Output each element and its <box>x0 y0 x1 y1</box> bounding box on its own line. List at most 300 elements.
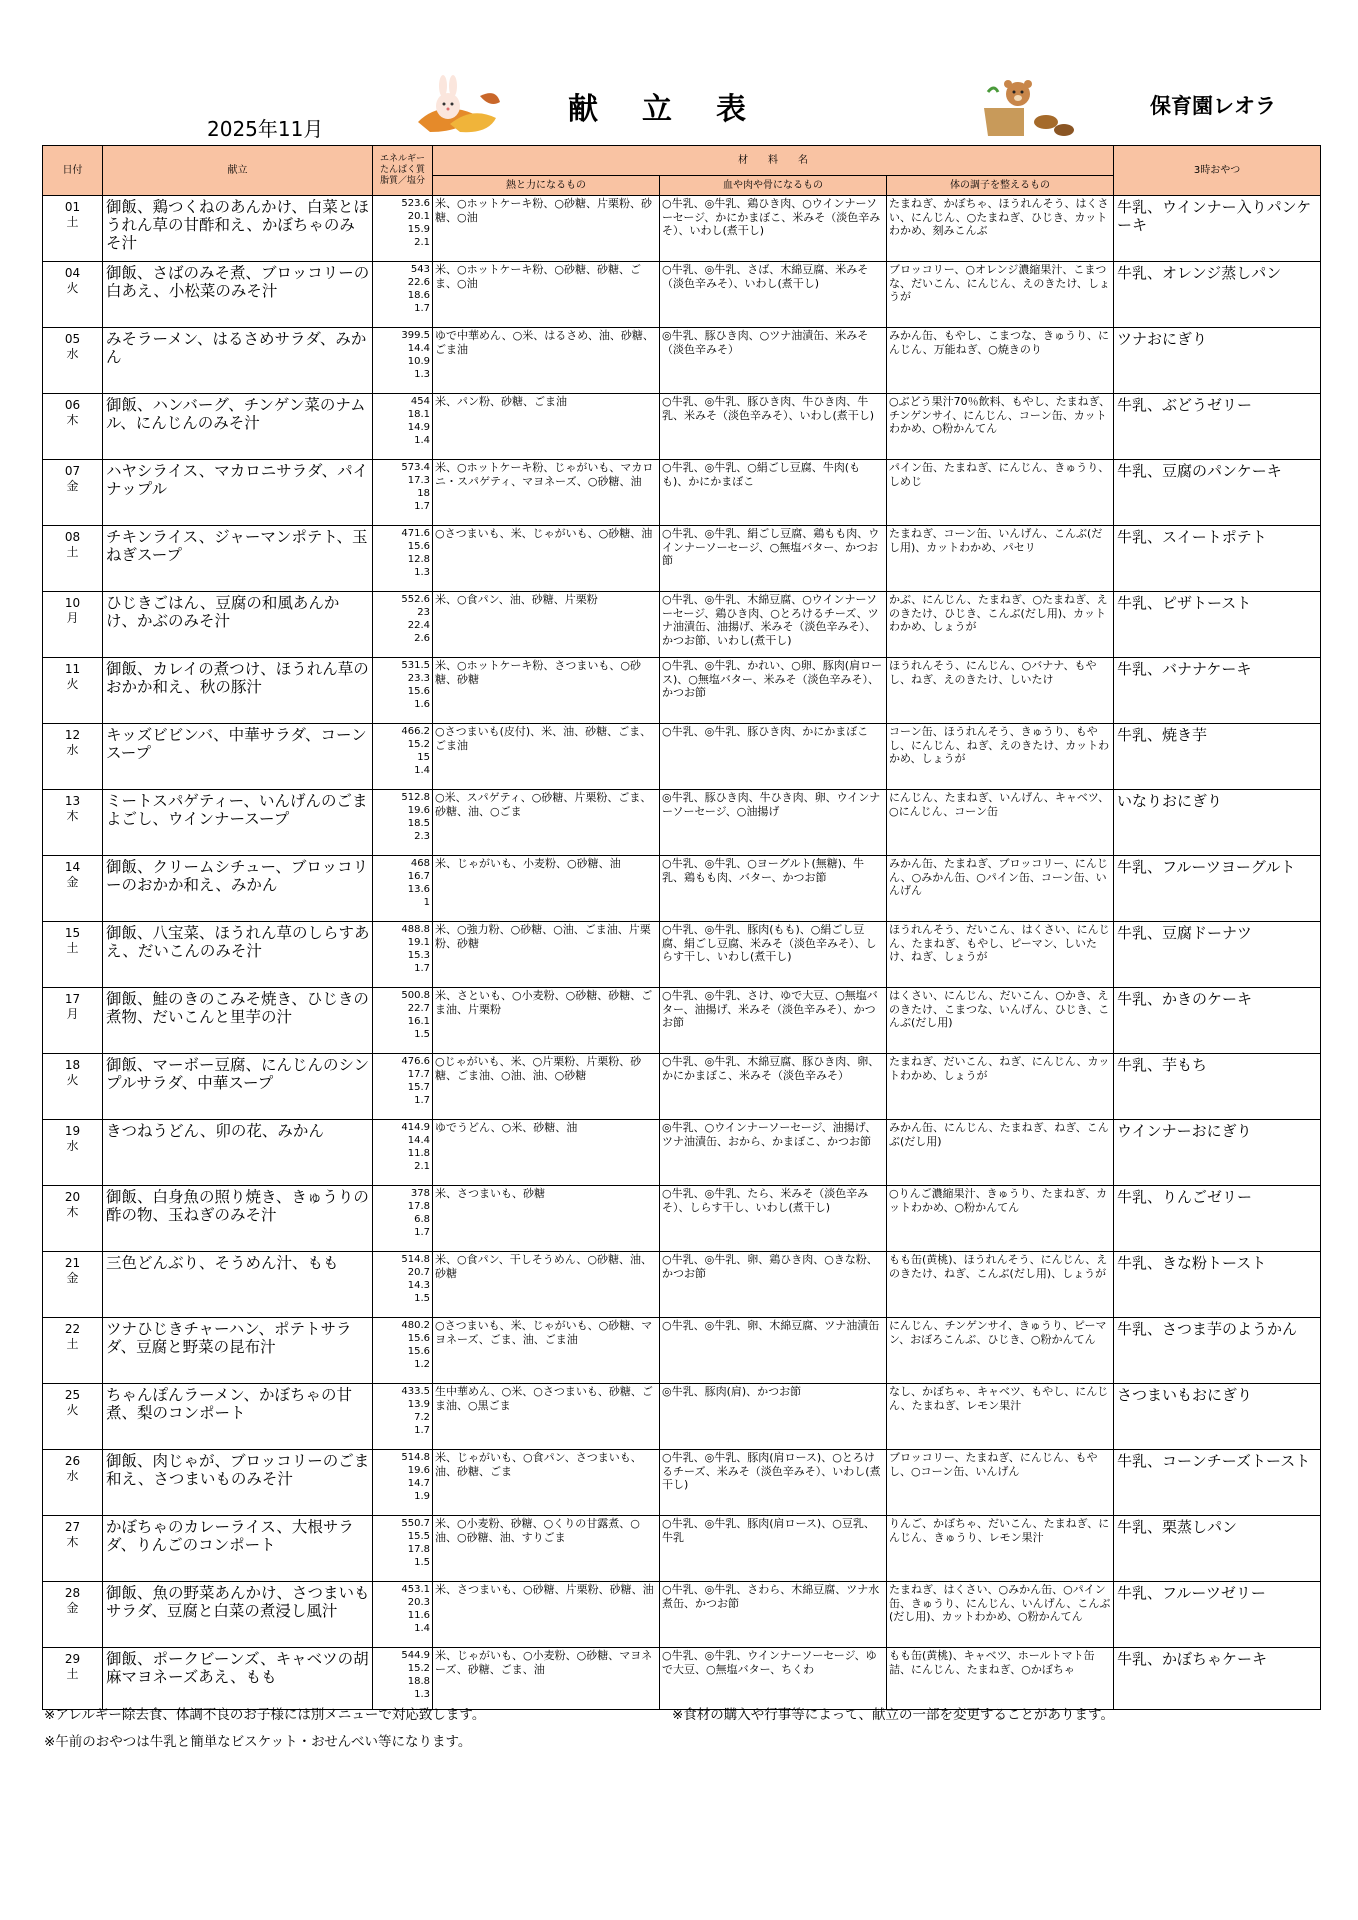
dish-cell: きつねうどん、卯の花、みかん <box>103 1120 373 1186</box>
energy-food-cell: ○さつまいも(皮付)、米、油、砂糖、ごま、ごま油 <box>433 724 660 790</box>
salt-value: 1.7 <box>414 1095 430 1106</box>
body-food-cell: ◎牛乳、豚ひき肉、牛ひき肉、卵、ウインナーソーセージ、○油揚げ <box>660 790 887 856</box>
salt-value: 2.3 <box>414 831 430 842</box>
salt-value: 2.1 <box>414 237 430 248</box>
day-cell <box>43 988 103 1054</box>
salt-value: 1.7 <box>414 1425 430 1436</box>
nutrition-cell <box>373 262 433 328</box>
day-number: 19 <box>64 1124 81 1138</box>
day-number: 29 <box>64 1652 81 1666</box>
snack-cell: 牛乳、かぼちゃケーキ <box>1114 1648 1321 1710</box>
weekday: 金 <box>66 1601 79 1615</box>
day-cell <box>43 460 103 526</box>
weekday: 土 <box>66 1337 79 1351</box>
fat-value: 22.4 <box>407 620 430 631</box>
day-number: 12 <box>64 728 81 742</box>
dish-cell: チキンライス、ジャーマンポテト、玉ねぎスープ <box>103 526 373 592</box>
day-cell <box>43 1582 103 1648</box>
protein-value: 19.6 <box>407 805 430 816</box>
fat-value: 12.8 <box>407 554 430 565</box>
fat-value: 17.8 <box>407 1544 430 1555</box>
salt-value: 1.6 <box>414 699 430 710</box>
day-number: 13 <box>64 794 81 808</box>
snack-cell: 牛乳、焼き芋 <box>1114 724 1321 790</box>
nutrition-cell <box>373 724 433 790</box>
weekday: 火 <box>66 1403 79 1417</box>
protein-value: 17.8 <box>407 1201 430 1212</box>
weekday: 木 <box>66 413 79 427</box>
protein-value: 15.6 <box>407 541 430 552</box>
day-number: 04 <box>64 266 81 280</box>
body-food-cell: ○牛乳、◎牛乳、豚ひき肉、かにかまぼこ <box>660 724 887 790</box>
nutrition-cell <box>373 988 433 1054</box>
weekday: 木 <box>66 1535 79 1549</box>
condition-food-cell: ブロッコリー、たまねぎ、にんじん、もやし、○コーン缶、いんげん <box>887 1450 1114 1516</box>
fat-value: 7.2 <box>414 1412 430 1423</box>
protein-value: 16.7 <box>407 871 430 882</box>
protein-value: 20.1 <box>407 211 430 222</box>
body-food-cell: ○牛乳、◎牛乳、さけ、ゆで大豆、○無塩バター、油揚げ、米みそ（淡色辛みそ）、かつお節 <box>660 988 887 1054</box>
energy-value: 523.6 <box>401 198 430 209</box>
energy-food-cell: ゆで中華めん、○米、はるさめ、油、砂糖、ごま油 <box>433 328 660 394</box>
day-number: 28 <box>64 1586 81 1600</box>
energy-food-cell: 米、さといも、○小麦粉、○砂糖、砂糖、ごま油、片栗粉 <box>433 988 660 1054</box>
nutrition-cell <box>373 1450 433 1516</box>
condition-food-cell: はくさい、にんじん、だいこん、○かき、えのきたけ、こまつな、いんげん、ひじき、こんぶ(だし用) <box>887 988 1114 1054</box>
energy-value: 550.7 <box>401 1518 430 1529</box>
dish-cell: ひじきごはん、豆腐の和風あんかけ、かぶのみそ汁 <box>103 592 373 658</box>
salt-value: 1.7 <box>414 1227 430 1238</box>
fat-value: 11.6 <box>407 1610 430 1621</box>
note-morning-snack: ※午前のおやつは牛乳と簡単なビスケット・おせんべい等になります。 <box>44 1734 472 1750</box>
energy-food-cell: 米、○ホットケーキ粉、さつまいも、○砂糖、砂糖 <box>433 658 660 724</box>
menu-rows <box>43 196 1321 1710</box>
header-day: 日付 <box>43 146 103 196</box>
day-cell <box>43 526 103 592</box>
weekday: 火 <box>66 1073 79 1087</box>
snack-cell: 牛乳、コーンチーズトースト <box>1114 1450 1321 1516</box>
body-food-cell: ◎牛乳、○ウインナーソーセージ、油揚げ、ツナ油漬缶、おから、かまぼこ、かつお節 <box>660 1120 887 1186</box>
snack-cell: 牛乳、ピザトースト <box>1114 592 1321 658</box>
energy-food-cell: 米、○ホットケーキ粉、○砂糖、片栗粉、砂糖、○油 <box>433 196 660 262</box>
protein-value: 14.4 <box>407 343 430 354</box>
energy-value: 514.8 <box>401 1452 430 1463</box>
energy-food-cell: 米、じゃがいも、○小麦粉、○砂糖、マヨネーズ、砂糖、ごま、油 <box>433 1648 660 1710</box>
energy-food-cell: ゆでうどん、○米、砂糖、油 <box>433 1120 660 1186</box>
protein-value: 15.2 <box>407 739 430 750</box>
dish-cell: 御飯、さばのみそ煮、ブロッコリーの白あえ、小松菜のみそ汁 <box>103 262 373 328</box>
day-number: 15 <box>64 926 81 940</box>
snack-cell: 牛乳、豆腐のパンケーキ <box>1114 460 1321 526</box>
menu-row <box>43 1450 1321 1516</box>
body-food-cell: ○牛乳、◎牛乳、かれい、○卵、豚肉(肩ロース)、○無塩バター、米みそ（淡色辛みそ）、かつお節 <box>660 658 887 724</box>
dish-cell: 三色どんぶり、そうめん汁、もも <box>103 1252 373 1318</box>
day-number: 17 <box>64 992 81 1006</box>
day-number: 20 <box>64 1190 81 1204</box>
fat-value: 15.9 <box>407 224 430 235</box>
snack-cell: 牛乳、スイートポテト <box>1114 526 1321 592</box>
nutrition-cell <box>373 1516 433 1582</box>
fat-value: 15.7 <box>407 1082 430 1093</box>
day-cell <box>43 196 103 262</box>
weekday: 金 <box>66 1271 79 1285</box>
nutrition-cell <box>373 592 433 658</box>
dish-cell: 御飯、魚の野菜あんかけ、さつまいもサラダ、豆腐と白菜の煮浸し風汁 <box>103 1582 373 1648</box>
energy-value: 500.8 <box>401 990 430 1001</box>
energy-food-cell: ○じゃがいも、米、○片栗粉、片栗粉、砂糖、ごま油、○油、油、○砂糖 <box>433 1054 660 1120</box>
body-food-cell: ○牛乳、◎牛乳、豚肉(肩ロース)、○豆乳、牛乳 <box>660 1516 887 1582</box>
fat-value: 18.5 <box>407 818 430 829</box>
nutrition-cell <box>373 856 433 922</box>
energy-value: 552.6 <box>401 594 430 605</box>
snack-cell: 牛乳、フルーツヨーグルト <box>1114 856 1321 922</box>
body-food-cell: ◎牛乳、豚ひき肉、○ツナ油漬缶、米みそ（淡色辛みそ） <box>660 328 887 394</box>
snack-cell: 牛乳、りんごゼリー <box>1114 1186 1321 1252</box>
body-food-cell: ○牛乳、◎牛乳、豚肉(肩ロース)、○とろけるチーズ、米みそ（淡色辛みそ）、いわし(煮干し) <box>660 1450 887 1516</box>
nutrition-cell <box>373 526 433 592</box>
condition-food-cell: ほうれんそう、だいこん、はくさい、にんじん、たまねぎ、もやし、ピーマン、しいたけ、ねぎ、しょうが <box>887 922 1114 988</box>
condition-food-cell: みかん缶、もやし、こまつな、きゅうり、にんじん、万能ねぎ、○焼きのり <box>887 328 1114 394</box>
energy-food-cell: 米、さつまいも、砂糖 <box>433 1186 660 1252</box>
menu-row <box>43 328 1321 394</box>
page-title: 献立表 <box>568 92 790 127</box>
salt-value: 1.4 <box>414 1623 430 1634</box>
energy-value: 514.8 <box>401 1254 430 1265</box>
energy-value: 573.4 <box>401 462 430 473</box>
energy-food-cell: 米、○食パン、干しそうめん、○砂糖、油、砂糖 <box>433 1252 660 1318</box>
weekday: 金 <box>66 479 79 493</box>
energy-value: 488.8 <box>401 924 430 935</box>
snack-cell: 牛乳、さつま芋のようかん <box>1114 1318 1321 1384</box>
snack-cell: いなりおにぎり <box>1114 790 1321 856</box>
day-cell <box>43 262 103 328</box>
menu-row <box>43 1186 1321 1252</box>
salt-value: 1.3 <box>414 1689 430 1700</box>
menu-row <box>43 1318 1321 1384</box>
nutrition-cell <box>373 1384 433 1450</box>
dish-cell: みそラーメン、はるさめサラダ、みかん <box>103 328 373 394</box>
header-condition-food: 体の調子を整えるもの <box>887 176 1114 196</box>
condition-food-cell: もも缶(黄桃)、ほうれんそう、にんじん、えのきたけ、ねぎ、こんぶ(だし用)、しょうが <box>887 1252 1114 1318</box>
protein-value: 17.7 <box>407 1069 430 1080</box>
day-number: 06 <box>64 398 81 412</box>
condition-food-cell: たまねぎ、かぼちゃ、ほうれんそう、はくさい、にんじん、○たまねぎ、ひじき、カットわかめ、刻みこんぶ <box>887 196 1114 262</box>
dish-cell: 御飯、カレイの煮つけ、ほうれん草のおかか和え、秋の豚汁 <box>103 658 373 724</box>
nutrition-cell <box>373 1582 433 1648</box>
protein-value: 13.9 <box>407 1399 430 1410</box>
day-cell <box>43 1252 103 1318</box>
fat-value: 18.8 <box>407 1676 430 1687</box>
day-cell <box>43 922 103 988</box>
energy-value: 544.9 <box>401 1650 430 1661</box>
school-name: 保育園レオラ <box>1150 94 1276 118</box>
snack-cell: 牛乳、フルーツゼリー <box>1114 1582 1321 1648</box>
condition-food-cell: パイン缶、たまねぎ、にんじん、きゅうり、しめじ <box>887 460 1114 526</box>
header-fat-salt: 脂質／塩分 <box>379 176 425 186</box>
header-energy-food: 熱と力になるもの <box>433 176 660 196</box>
protein-value: 18.1 <box>407 409 430 420</box>
fat-value: 13.6 <box>407 884 430 895</box>
body-food-cell: ○牛乳、◎牛乳、卵、木綿豆腐、ツナ油漬缶 <box>660 1318 887 1384</box>
condition-food-cell: ブロッコリー、○オレンジ濃縮果汁、こまつな、だいこん、にんじん、えのきたけ、しょうが <box>887 262 1114 328</box>
weekday: 土 <box>66 215 79 229</box>
energy-food-cell: 米、○ホットケーキ粉、じゃがいも、マカロニ・スパゲティ、マヨネーズ、○砂糖、油 <box>433 460 660 526</box>
header-snack: 3時おやつ <box>1114 146 1321 196</box>
menu-row <box>43 1648 1321 1710</box>
dish-cell: 御飯、鮭のきのこみそ焼き、ひじきの煮物、だいこんと里芋の汁 <box>103 988 373 1054</box>
day-number: 22 <box>64 1322 81 1336</box>
weekday: 木 <box>66 809 79 823</box>
snack-cell: ツナおにぎり <box>1114 328 1321 394</box>
nutrition-cell <box>373 460 433 526</box>
header-nutrition <box>373 146 433 196</box>
protein-value: 15.2 <box>407 1663 430 1674</box>
day-cell <box>43 658 103 724</box>
weekday: 火 <box>66 677 79 691</box>
menu-row <box>43 724 1321 790</box>
nutrition-cell <box>373 922 433 988</box>
body-food-cell: ○牛乳、◎牛乳、絹ごし豆腐、鶏もも肉、ウインナーソーセージ、○無塩バター、かつお節 <box>660 526 887 592</box>
salt-value: 1.5 <box>414 1557 430 1568</box>
menu-row <box>43 1384 1321 1450</box>
condition-food-cell: もも缶(黄桃)、キャベツ、ホールトマト缶詰、にんじん、たまねぎ、○かぼちゃ <box>887 1648 1114 1710</box>
body-food-cell: ○牛乳、◎牛乳、鶏ひき肉、○ウインナーソーセージ、かにかまぼこ、米みそ（淡色辛みそ）、いわし(煮干し) <box>660 196 887 262</box>
snack-cell: 牛乳、オレンジ蒸しパン <box>1114 262 1321 328</box>
dish-cell: キッズビビンバ、中華サラダ、コーンスープ <box>103 724 373 790</box>
body-food-cell: ○牛乳、◎牛乳、卵、鶏ひき肉、○きな粉、かつお節 <box>660 1252 887 1318</box>
fat-value: 14.7 <box>407 1478 430 1489</box>
fat-value: 10.9 <box>407 356 430 367</box>
fat-value: 11.8 <box>407 1148 430 1159</box>
fat-value: 6.8 <box>414 1214 430 1225</box>
fat-value: 18.6 <box>407 290 430 301</box>
day-number: 05 <box>64 332 81 346</box>
day-number: 14 <box>64 860 81 874</box>
day-cell <box>43 1318 103 1384</box>
snack-cell: 牛乳、栗蒸しパン <box>1114 1516 1321 1582</box>
energy-value: 399.5 <box>401 330 430 341</box>
weekday: 土 <box>66 1667 79 1681</box>
fat-value: 14.9 <box>407 422 430 433</box>
menu-table <box>42 145 1321 1710</box>
note-change: ※食材の購入や行事等によって、献立の一部を変更することがあります。 <box>672 1707 1114 1723</box>
dish-cell: ツナひじきチャーハン、ポテトサラダ、豆腐と野菜の昆布汁 <box>103 1318 373 1384</box>
menu-row <box>43 1054 1321 1120</box>
dish-cell: 御飯、マーボー豆腐、にんじんのシンプルサラダ、中華スープ <box>103 1054 373 1120</box>
snack-cell: 牛乳、かきのケーキ <box>1114 988 1321 1054</box>
weekday: 土 <box>66 941 79 955</box>
menu-row <box>43 1120 1321 1186</box>
menu-row <box>43 658 1321 724</box>
body-food-cell: ○牛乳、◎牛乳、豚肉(もも)、○絹ごし豆腐、絹ごし豆腐、米みそ（淡色辛みそ）、しらす干し、いわし(煮干し) <box>660 922 887 988</box>
salt-value: 1.5 <box>414 1293 430 1304</box>
menu-row <box>43 1516 1321 1582</box>
energy-value: 480.2 <box>401 1320 430 1331</box>
energy-value: 453.1 <box>401 1584 430 1595</box>
protein-value: 17.3 <box>407 475 430 486</box>
body-food-cell: ○牛乳、◎牛乳、豚ひき肉、牛ひき肉、牛乳、米みそ（淡色辛みそ）、いわし(煮干し) <box>660 394 887 460</box>
body-food-cell: ◎牛乳、豚肉(肩)、かつお節 <box>660 1384 887 1450</box>
dish-cell: 御飯、クリームシチュー、ブロッコリーのおかか和え、みかん <box>103 856 373 922</box>
weekday: 水 <box>66 347 79 361</box>
dish-cell: 御飯、肉じゃが、ブロッコリーのごま和え、さつまいものみそ汁 <box>103 1450 373 1516</box>
body-food-cell: ○牛乳、◎牛乳、さわら、木綿豆腐、ツナ水煮缶、かつお節 <box>660 1582 887 1648</box>
day-number: 26 <box>64 1454 81 1468</box>
protein-value: 20.7 <box>407 1267 430 1278</box>
fat-value: 15.3 <box>407 950 430 961</box>
dish-cell: 御飯、八宝菜、ほうれん草のしらすあえ、だいこんのみそ汁 <box>103 922 373 988</box>
menu-row <box>43 592 1321 658</box>
day-cell <box>43 592 103 658</box>
header-energy: エネルギー <box>379 154 425 164</box>
note-allergy: ※アレルギー除去食、体調不良のお子様には別メニューで対応致します。 <box>44 1707 486 1723</box>
energy-food-cell: ○さつまいも、米、じゃがいも、○砂糖、マヨネーズ、ごま、油、ごま油 <box>433 1318 660 1384</box>
menu-row <box>43 460 1321 526</box>
menu-row <box>43 790 1321 856</box>
snack-cell: 牛乳、ぶどうゼリー <box>1114 394 1321 460</box>
condition-food-cell: たまねぎ、はくさい、○みかん缶、○パイン缶、きゅうり、にんじん、いんげん、こんぶ(だし用)、カットわかめ、○粉かんてん <box>887 1582 1114 1648</box>
dish-cell: ちゃんぽんラーメン、かぼちゃの甘煮、梨のコンポート <box>103 1384 373 1450</box>
weekday: 木 <box>66 1205 79 1219</box>
energy-value: 414.9 <box>401 1122 430 1133</box>
condition-food-cell: りんご、かぼちゃ、だいこん、たまねぎ、にんじん、きゅうり、レモン果汁 <box>887 1516 1114 1582</box>
nutrition-cell <box>373 394 433 460</box>
header-body-food: 血や肉や骨になるもの <box>660 176 887 196</box>
condition-food-cell: みかん缶、たまねぎ、ブロッコリー、にんじん、○みかん缶、○パイン缶、コーン缶、いんげん <box>887 856 1114 922</box>
energy-food-cell: 生中華めん、○米、○さつまいも、砂糖、ごま油、○黒ごま <box>433 1384 660 1450</box>
header-dish: 献立 <box>103 146 373 196</box>
weekday: 水 <box>66 1139 79 1153</box>
protein-value: 22.6 <box>407 277 430 288</box>
weekday: 水 <box>66 743 79 757</box>
body-food-cell: ○牛乳、◎牛乳、○ヨーグルト(無糖)、牛乳、鶏もも肉、バター、かつお節 <box>660 856 887 922</box>
menu-month: 2025年11月 <box>207 117 324 141</box>
energy-value: 471.6 <box>401 528 430 539</box>
day-cell <box>43 1516 103 1582</box>
nutrition-cell <box>373 1120 433 1186</box>
protein-value: 20.3 <box>407 1597 430 1608</box>
day-number: 01 <box>64 200 81 214</box>
day-cell <box>43 856 103 922</box>
condition-food-cell: なし、かぼちゃ、キャベツ、もやし、にんじん、たまねぎ、レモン果汁 <box>887 1384 1114 1450</box>
protein-value: 22.7 <box>407 1003 430 1014</box>
energy-value: 466.2 <box>401 726 430 737</box>
salt-value: 1.3 <box>414 369 430 380</box>
weekday: 火 <box>66 281 79 295</box>
body-food-cell: ○牛乳、◎牛乳、さば、木綿豆腐、米みそ（淡色辛みそ）、いわし(煮干し) <box>660 262 887 328</box>
snack-cell: 牛乳、バナナケーキ <box>1114 658 1321 724</box>
energy-value: 433.5 <box>401 1386 430 1397</box>
energy-value: 454 <box>410 396 430 407</box>
snack-cell: さつまいもおにぎり <box>1114 1384 1321 1450</box>
condition-food-cell: たまねぎ、だいこん、ねぎ、にんじん、カットわかめ、しょうが <box>887 1054 1114 1120</box>
energy-value: 531.5 <box>401 660 430 671</box>
nutrition-cell <box>373 328 433 394</box>
header-ingredients: 材 料 名 <box>433 146 1114 176</box>
energy-food-cell: 米、○ホットケーキ粉、○砂糖、砂糖、ごま、○油 <box>433 262 660 328</box>
dish-cell: 御飯、ハンバーグ、チンゲン菜のナムル、にんじんのみそ汁 <box>103 394 373 460</box>
menu-row <box>43 1582 1321 1648</box>
energy-food-cell: 米、○小麦粉、砂糖、○くりの甘露煮、○油、○砂糖、油、すりごま <box>433 1516 660 1582</box>
fat-value: 15.6 <box>407 1346 430 1357</box>
salt-value: 1.7 <box>414 963 430 974</box>
nutrition-cell <box>373 1186 433 1252</box>
salt-value: 1 <box>423 897 430 908</box>
day-cell <box>43 1648 103 1710</box>
condition-food-cell: ほうれんそう、にんじん、○バナナ、もやし、ねぎ、えのきたけ、しいたけ <box>887 658 1114 724</box>
dish-cell: ミートスパゲティー、いんげんのごまよごし、ウインナースープ <box>103 790 373 856</box>
fat-value: 15.6 <box>407 686 430 697</box>
energy-value: 476.6 <box>401 1056 430 1067</box>
salt-value: 1.5 <box>414 1029 430 1040</box>
day-number: 08 <box>64 530 81 544</box>
salt-value: 1.4 <box>414 435 430 446</box>
menu-row <box>43 922 1321 988</box>
menu-row <box>43 856 1321 922</box>
snack-cell: 牛乳、芋もち <box>1114 1054 1321 1120</box>
menu-row <box>43 262 1321 328</box>
day-number: 11 <box>64 662 81 676</box>
day-cell <box>43 1054 103 1120</box>
nutrition-cell <box>373 1648 433 1710</box>
weekday: 土 <box>66 545 79 559</box>
energy-value: 378 <box>410 1188 430 1199</box>
protein-value: 15.5 <box>407 1531 430 1542</box>
day-number: 21 <box>64 1256 81 1270</box>
day-number: 10 <box>64 596 81 610</box>
salt-value: 1.7 <box>414 501 430 512</box>
condition-food-cell: にんじん、たまねぎ、いんげん、キャベツ、○にんじん、コーン缶 <box>887 790 1114 856</box>
protein-value: 23.3 <box>407 673 430 684</box>
energy-food-cell: 米、○強力粉、○砂糖、○油、ごま油、片栗粉、砂糖 <box>433 922 660 988</box>
fat-value: 15 <box>417 752 430 763</box>
body-food-cell: ○牛乳、◎牛乳、たら、米みそ（淡色辛みそ）、しらす干し、いわし(煮干し) <box>660 1186 887 1252</box>
dish-cell: 御飯、ポークビーンズ、キャベツの胡麻マヨネーズあえ、もも <box>103 1648 373 1710</box>
weekday: 金 <box>66 875 79 889</box>
nutrition-cell <box>373 658 433 724</box>
body-food-cell: ○牛乳、◎牛乳、木綿豆腐、豚ひき肉、卵、かにかまぼこ、米みそ（淡色辛みそ） <box>660 1054 887 1120</box>
dish-cell: ハヤシライス、マカロニサラダ、パイナップル <box>103 460 373 526</box>
menu-row <box>43 196 1321 262</box>
condition-food-cell: にんじん、チンゲンサイ、きゅうり、ピーマン、おぼろこんぶ、ひじき、○粉かんてん <box>887 1318 1114 1384</box>
fat-value: 16.1 <box>407 1016 430 1027</box>
day-cell <box>43 1384 103 1450</box>
nutrition-cell <box>373 1318 433 1384</box>
condition-food-cell: コーン缶、ほうれんそう、きゅうり、もやし、にんじん、ねぎ、えのきたけ、カットわかめ、しょうが <box>887 724 1114 790</box>
condition-food-cell: かぶ、にんじん、たまねぎ、○たまねぎ、えのきたけ、ひじき、こんぶ(だし用)、カットわかめ、しょうが <box>887 592 1114 658</box>
snack-cell: 牛乳、豆腐ドーナツ <box>1114 922 1321 988</box>
body-food-cell: ○牛乳、◎牛乳、ウインナーソーセージ、ゆで大豆、○無塩バター、ちくわ <box>660 1648 887 1710</box>
snack-cell: 牛乳、きな粉トースト <box>1114 1252 1321 1318</box>
menu-row <box>43 1252 1321 1318</box>
weekday: 月 <box>66 611 79 625</box>
header-protein: たんぱく質 <box>379 165 425 175</box>
menu-row <box>43 526 1321 592</box>
menu-row <box>43 394 1321 460</box>
protein-value: 19.6 <box>407 1465 430 1476</box>
snack-cell: 牛乳、ウインナー入りパンケーキ <box>1114 196 1321 262</box>
salt-value: 1.9 <box>414 1491 430 1502</box>
body-food-cell: ○牛乳、◎牛乳、○絹ごし豆腐、牛肉(もも)、かにかまぼこ <box>660 460 887 526</box>
salt-value: 1.2 <box>414 1359 430 1370</box>
salt-value: 2.1 <box>414 1161 430 1172</box>
nutrition-cell <box>373 790 433 856</box>
day-cell <box>43 1450 103 1516</box>
energy-food-cell: 米、じゃがいも、○食パン、さつまいも、油、砂糖、ごま <box>433 1450 660 1516</box>
nutrition-cell <box>373 1252 433 1318</box>
day-number: 07 <box>64 464 81 478</box>
energy-value: 512.8 <box>401 792 430 803</box>
